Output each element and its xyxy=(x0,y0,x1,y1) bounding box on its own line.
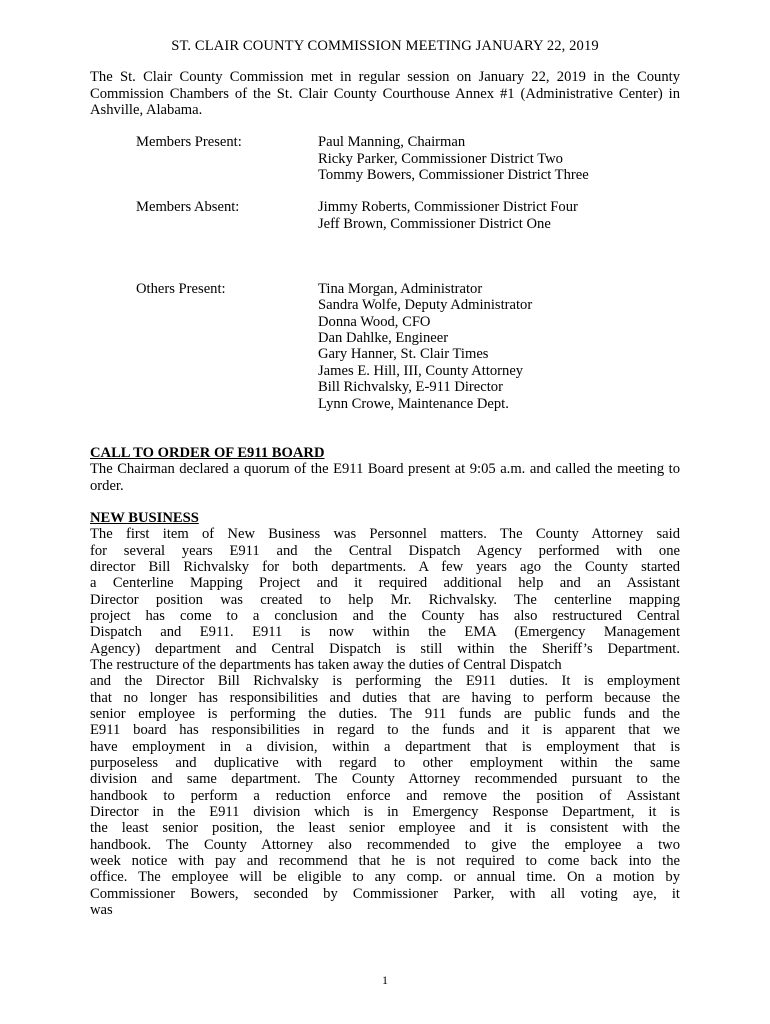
new-business-line: senior employee is performing the duties. The 911 funds are public funds and the xyxy=(90,706,680,722)
others-present-label: Others Present: xyxy=(136,281,226,298)
new-business-line: division and same department. The County Attorney recommended pursuant to the xyxy=(90,771,680,788)
member-name: Tommy Bowers, Commissioner District Three xyxy=(318,167,589,184)
members-present-block xyxy=(136,134,680,183)
new-business-line: Dispatch and E911. E911 is now within the EMA (Emergency Management xyxy=(90,624,680,641)
new-business-line: purposeless and duplicative with regard to other employment within the same xyxy=(90,755,680,772)
members-present-list xyxy=(318,134,680,183)
member-name: Paul Manning, Chairman xyxy=(318,134,466,151)
new-business-line: Director in the E911 division which is in Emergency Response Department, it is xyxy=(90,804,680,821)
attendee-name: Dan Dahlke, Engineer xyxy=(318,330,449,347)
new-business-line: Agency) department and Central Dispatch is still within the Sheriff’s Department. xyxy=(90,640,680,657)
new-business-line: week notice with pay and recommend that he is not required to come back into the xyxy=(90,853,680,870)
new-business-line: project has come to a conclusion and the County has also restructured Central xyxy=(90,607,680,624)
attendee-name: Sandra Wolfe, Deputy Administrator xyxy=(318,297,533,314)
new-business-line: E911 board has responsibilities in regard to the funds and it is apparent that we xyxy=(90,722,680,739)
new-business-line: office. The employee will be eligible to any comp. or annual time. On a motion by xyxy=(90,869,680,886)
new-business-line: that no longer has responsibilities and duties that are having to perform because the xyxy=(90,689,680,706)
new-business-line: have employment in a division, within a department that is employment that is xyxy=(90,738,680,755)
attendee-name: Donna Wood, CFO xyxy=(318,313,431,330)
intro-paragraph: The St. Clair County Commission met in regular session on January 22, 2019 in the County Commission Chambers of the St. Clair County Courthouse Annex #1 (Administrative Center) in Ashville, Alabama. xyxy=(90,69,680,119)
new-business-line: for several years E911 and the Central Dispatch Agency performed with one xyxy=(90,542,680,559)
page-number: 1 xyxy=(382,973,388,987)
attendee-name: Lynn Crowe, Maintenance Dept. xyxy=(318,395,509,412)
new-business-line: Director position was created to help Mr. Richvalsky. The centerline mapping xyxy=(90,591,680,608)
member-name: Ricky Parker, Commissioner District Two xyxy=(318,150,563,167)
new-business-line: The first item of New Business was Personnel matters. The County Attorney said xyxy=(90,526,680,543)
members-absent-label: Members Absent: xyxy=(136,199,240,216)
document-title: ST. CLAIR COUNTY COMMISSION MEETING JANUARY 22, 2019 xyxy=(171,38,599,54)
members-absent-list xyxy=(318,199,680,232)
new-business-line: director Bill Richvalsky for both departments. A few years ago the County started xyxy=(90,558,680,575)
attendee-name: Tina Morgan, Administrator xyxy=(318,281,483,298)
document-page xyxy=(90,36,680,918)
call-to-order-heading: CALL TO ORDER OF E911 BOARD xyxy=(90,444,325,461)
new-business-line: the least senior position, the least senior employee and it is consistent with the xyxy=(90,820,680,837)
members-present-label: Members Present: xyxy=(136,134,242,151)
attendee-name: Gary Hanner, St. Clair Times xyxy=(318,346,489,363)
new-business-heading: NEW BUSINESS xyxy=(90,509,199,526)
attendee-name: Bill Richvalsky, E-911 Director xyxy=(318,379,503,396)
new-business-line: handbook. The County Attorney also recommended to give the employee a two xyxy=(90,836,680,853)
new-business-line: was xyxy=(90,902,113,919)
new-business-line: The restructure of the departments has taken away the duties of Central Dispatch xyxy=(90,656,562,673)
new-business-line: handbook to perform a reduction enforce and remove the position of Assistant xyxy=(90,787,680,804)
attendee-name: James E. Hill, III, County Attorney xyxy=(318,362,524,379)
new-business-line: Commissioner Bowers, seconded by Commissioner Parker, with all voting aye, it xyxy=(90,885,680,902)
member-name: Jimmy Roberts, Commissioner District Four xyxy=(318,199,578,216)
new-business-line: a Centerline Mapping Project and it required additional help and an Assistant xyxy=(90,575,680,592)
new-business-text xyxy=(90,526,680,918)
others-present-list xyxy=(318,281,680,412)
member-name: Jeff Brown, Commissioner District One xyxy=(318,215,551,232)
members-absent-block xyxy=(136,199,680,232)
call-to-order-text: The Chairman declared a quorum of the E911 Board present at 9:05 a.m. and called the meeting to order. xyxy=(90,461,680,494)
others-present-block xyxy=(136,281,680,412)
new-business-line: and the Director Bill Richvalsky is performing the E911 duties. It is employment xyxy=(90,673,680,690)
